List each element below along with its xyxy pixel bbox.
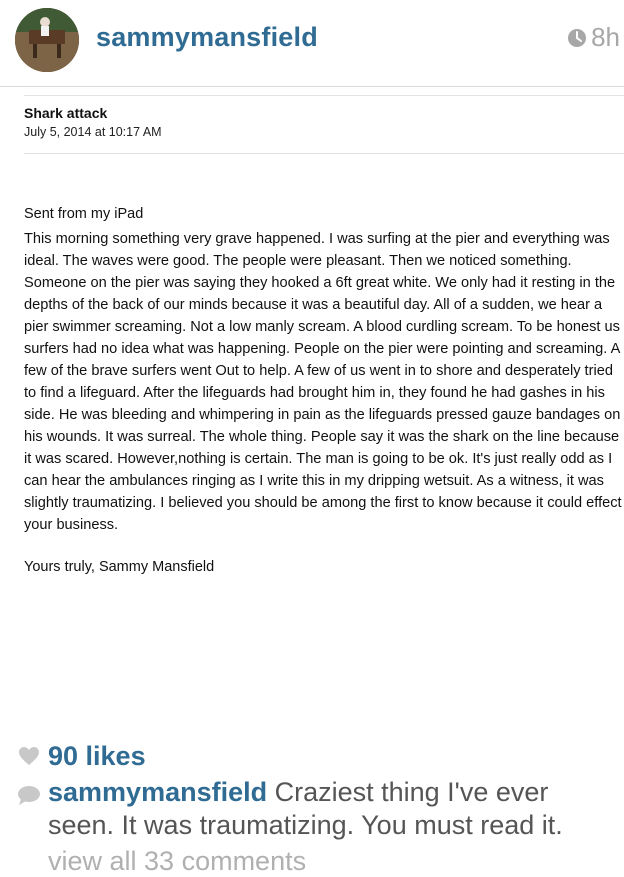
avatar[interactable] — [15, 8, 79, 72]
time-ago: 8h — [591, 22, 620, 52]
post-username[interactable]: sammymansfield — [96, 22, 318, 52]
heart-icon — [18, 746, 40, 766]
view-all-comments-link[interactable]: view all 33 comments — [48, 846, 307, 876]
caption-username[interactable]: sammymansfield — [48, 777, 268, 807]
divider — [24, 95, 624, 96]
caption-body: Craziest thing I've ever seen. It was traumatizing. You must read it. — [48, 777, 563, 840]
comment-bubble-icon — [16, 784, 42, 806]
caption — [16, 776, 616, 842]
email-subject: Shark attack — [24, 105, 108, 121]
caption-text — [48, 776, 616, 842]
avatar-photo — [15, 8, 79, 72]
likes-row[interactable] — [18, 740, 146, 772]
divider — [24, 153, 624, 154]
email-sent-from: Sent from my iPad — [24, 206, 144, 222]
clock-icon — [567, 28, 587, 48]
post-image[interactable] — [0, 87, 624, 737]
email-date: July 5, 2014 at 10:17 AM — [24, 125, 162, 139]
post-time — [567, 22, 620, 53]
email-signoff: Yours truly, Sammy Mansfield — [24, 559, 215, 575]
post-header — [0, 0, 624, 87]
likes-count[interactable]: 90 likes — [48, 740, 146, 771]
email-body: This morning something very grave happened. I was surfing at the pier and everything was ideal. The waves were good. The people were pleasant. Then we noticed something. Someone on the pier was saying they hooked a 6ft great white. We only had it resting in the depths of the back of our minds because it was a beautiful day. All of a sudden, we hear a pier swimmer screaming. Not a low manly scream. A blood curdling scream. To be honest us surfers had no idea what was happening. People on the pier were pointing and screaming. A few of the brave surfers went Out to help. A few of us went in to shore and desperately tried to find a lifeguard. After the lifeguards had brought him in, they found he had gashes in his side. He was bleeding and whimpering in pain as the lifeguards pressed gauze bandages on his wounds. It was surreal. The whole thing. People say it was the shark on the line because it was scared. However,nothing is certain. The man is going to be ok. It's just really odd as I can hear the ambulances ringing as I write this in my dripping wetsuit. As a witness, it was slightly traumatizing. I believed you should be among the first to know because it could effect your business. — [24, 231, 622, 533]
